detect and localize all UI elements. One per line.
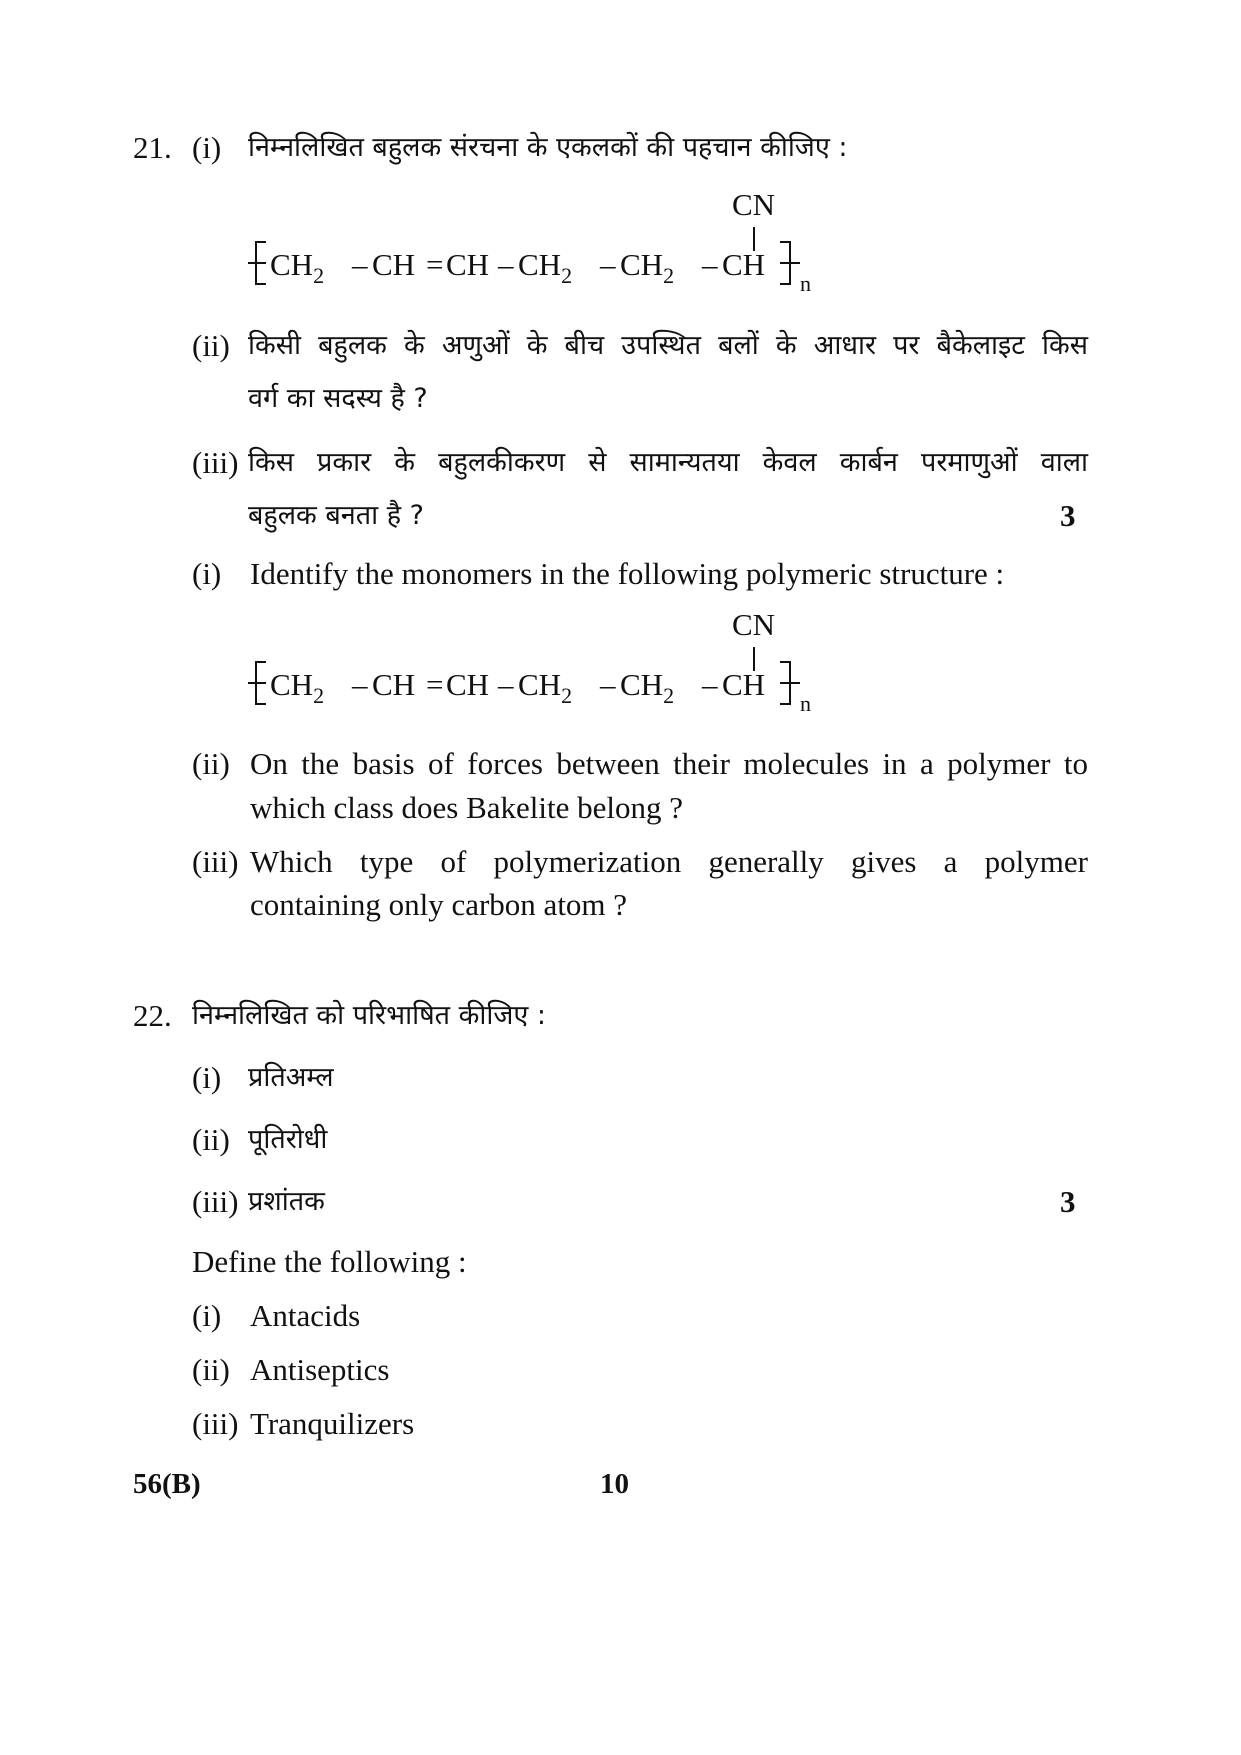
q22-en-i-label: (i) (192, 1298, 222, 1333)
q21-en-i-label: (i) (192, 556, 222, 591)
q22-en-intro: Define the following : (192, 1244, 467, 1279)
svg-text:n: n (800, 691, 811, 716)
q22-en-iii-label: (iii) (192, 1406, 239, 1441)
svg-text:CH: CH (722, 247, 766, 282)
svg-text:CH: CH (372, 667, 416, 702)
q21-en-ii-line1: On the basis of forces between their molecules in a polymer to (250, 746, 1088, 781)
svg-text:–: – (498, 247, 514, 282)
svg-text:–: – (600, 667, 616, 702)
q21-number: 21. (133, 130, 172, 165)
svg-text:–: – (600, 247, 616, 282)
q22-en-i-text: Antacids (250, 1298, 361, 1333)
left-bracket (248, 242, 266, 284)
svg-text:CH: CH (446, 667, 490, 702)
page-number: 10 (600, 1468, 629, 1500)
q22-hi-iii-label: (iii) (192, 1184, 239, 1219)
svg-text:CH2: $CH_2$ (620, 667, 675, 708)
svg-text:n: n (800, 271, 811, 296)
q22-en-ii-label: (ii) (192, 1352, 230, 1387)
q21-hi-iii-line2: बहुलक बनता है ? (248, 500, 424, 531)
cn-group: CN (732, 607, 776, 642)
svg-text:–: – (702, 667, 718, 702)
q22-en-iii-text: Tranquilizers (250, 1406, 415, 1441)
q21-en-iii-line2: containing only carbon atom ? (250, 887, 628, 922)
q21-marks: 3 (1060, 498, 1076, 533)
svg-text:CH: CH (722, 667, 766, 702)
q22-en-ii-text: Antiseptics (250, 1352, 390, 1387)
q22-hi-i-text: प्रतिअम्ल (248, 1062, 334, 1093)
svg-text:CH2: $CH_2$ (270, 667, 325, 708)
q22-hi-intro: निम्नलिखित को परिभाषित कीजिए : (192, 1000, 547, 1031)
cn-group: CN (732, 187, 776, 222)
svg-text:–: – (702, 247, 718, 282)
svg-text:CH2: $CH_2$ (518, 667, 573, 708)
svg-text:CH: CH (446, 247, 490, 282)
q22-number: 22. (133, 998, 172, 1033)
svg-text:CH: CH (372, 247, 416, 282)
svg-text:=: = (426, 667, 444, 702)
right-bracket (780, 662, 800, 704)
q21-hi-ii-line2: वर्ग का सदस्य है ? (248, 383, 428, 414)
q22-hi-ii-text: पूतिरोधी (248, 1124, 328, 1155)
q22-hi-iii-text: प्रशांतक (248, 1186, 325, 1217)
q21-en-iii-line1: Which type of polymerization generally gives a polymer (250, 844, 1088, 879)
polymer-formula-english (248, 605, 868, 717)
svg-text:=: = (426, 247, 444, 282)
q21-hi-ii-line1: किसी बहुलक के अणुओं के बीच उपस्थित बलों के आधार पर बैकेलाइट किस (248, 330, 1088, 361)
q22-hi-ii-label: (ii) (192, 1122, 230, 1157)
paper-code: 56(B) (133, 1468, 201, 1500)
polymer-structure-diagram (248, 605, 868, 717)
q21-en-ii-label: (ii) (192, 746, 230, 781)
svg-text:–: – (352, 247, 368, 282)
svg-text:–: – (352, 667, 368, 702)
q21-en-ii-line2: which class does Bakelite belong ? (250, 790, 684, 825)
q22-marks: 3 (1060, 1184, 1076, 1219)
polymer-structure-diagram (248, 185, 868, 297)
q21-hi-iii-label: (iii) (192, 445, 239, 480)
polymer-formula-hindi (248, 185, 868, 297)
q22-hi-i-label: (i) (192, 1060, 222, 1095)
q21-en-iii-label: (iii) (192, 844, 239, 879)
right-bracket (780, 242, 800, 284)
q21-en-i-text: Identify the monomers in the following polymeric structure : (250, 556, 1005, 591)
svg-text:CH2: $CH_2$ (620, 247, 675, 288)
left-bracket (248, 662, 266, 704)
svg-text:–: – (498, 667, 514, 702)
svg-text:CH2: $CH_2$ (270, 247, 325, 288)
q21-hi-iii-line1: किस प्रकार के बहुलकीकरण से सामान्यतया केवल कार्बन परमाणुओं वाला (248, 447, 1088, 478)
svg-text:CH2: $CH_2$ (518, 247, 573, 288)
q21-hi-ii-label: (ii) (192, 328, 230, 363)
q21-hi-i-label: (i) (192, 130, 222, 165)
q21-hi-i-text: निम्नलिखित बहुलक संरचना के एकलकों की पहचान कीजिए : (248, 132, 848, 163)
